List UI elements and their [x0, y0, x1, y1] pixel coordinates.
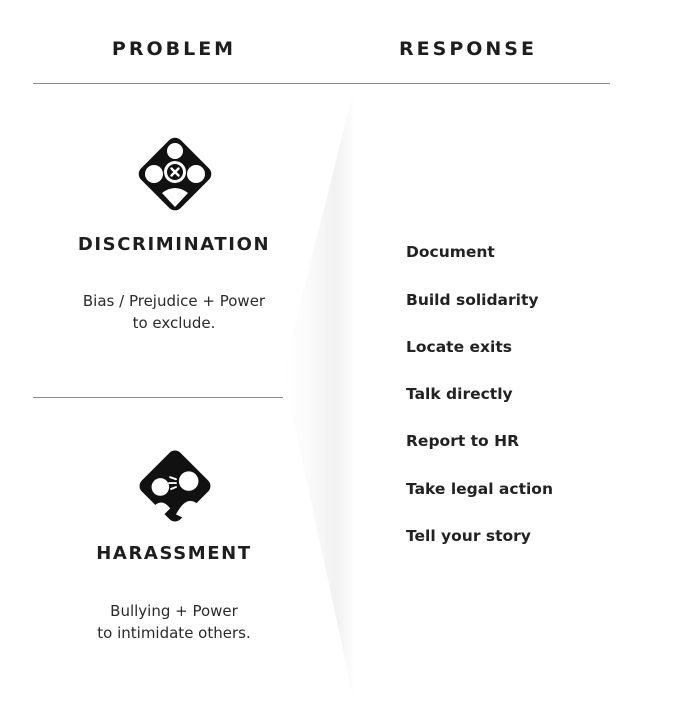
response-header: RESPONSE — [399, 38, 537, 60]
harassment-icon — [133, 444, 217, 528]
response-item-locate-exits: Locate exits — [406, 338, 512, 356]
discrimination-description — [34, 290, 314, 334]
discrimination-title: DISCRIMINATION — [77, 234, 271, 255]
response-item-take-legal-action: Take legal action — [406, 480, 553, 498]
response-item-talk-directly: Talk directly — [406, 385, 513, 403]
harassment-description — [34, 600, 314, 644]
problem-header: PROBLEM — [111, 38, 237, 60]
harassment-title: HARASSMENT — [96, 543, 252, 564]
discrimination-desc-line2: to exclude. — [132, 314, 216, 332]
response-item-tell-your-story: Tell your story — [406, 527, 531, 545]
harassment-desc-line1: Bullying + Power — [110, 602, 238, 620]
response-item-document: Document — [406, 243, 495, 261]
discrimination-icon — [132, 131, 218, 217]
response-item-report-to-hr: Report to HR — [406, 432, 520, 450]
middle-divider — [33, 397, 283, 398]
response-item-build-solidarity: Build solidarity — [406, 291, 539, 309]
harassment-desc-line2: to intimidate others. — [97, 624, 251, 642]
discrimination-desc-line1: Bias / Prejudice + Power — [82, 292, 266, 310]
